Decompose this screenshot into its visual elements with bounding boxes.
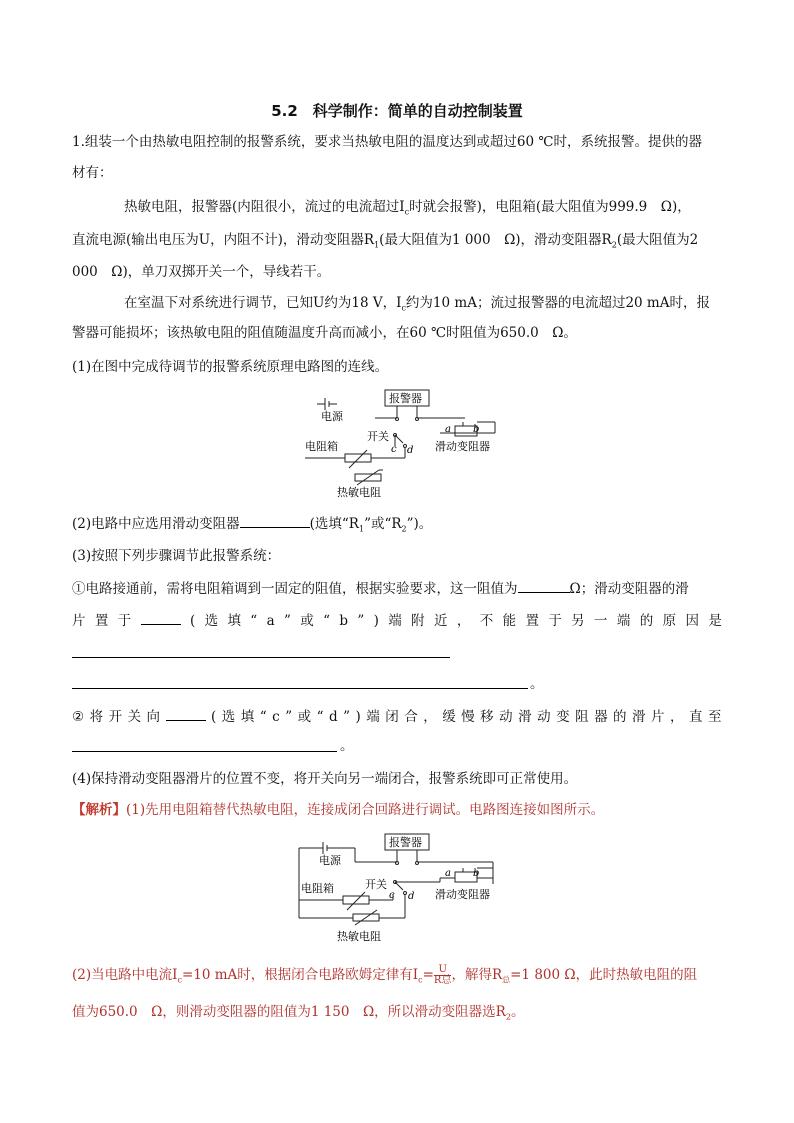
analysis-line-1: 【解析】(1)先用电阻箱替代热敏电阻，连接成闭合回路进行调试。电路图连接如图所示。	[72, 802, 605, 818]
answer-blank-until[interactable]	[72, 750, 337, 752]
step-1-line-2: 片 置 于 ( 选 填 “ a ” 或 “ b ” ) 端 附 近 ， 不 能 置 于 另 一 端 的 原 因 是	[72, 610, 722, 631]
materials-line-2: 直流电源(输出电压为U，内阻不计)，滑动变阻器$R_1$(最大阻值为1 000 Ω)，滑动变阻器$R_2$(最大阻值为2	[72, 232, 699, 250]
label-a: a	[445, 424, 451, 435]
circuit-diagram-answer	[295, 832, 515, 947]
label-power: 电源	[321, 410, 343, 423]
step-2-period: 。	[340, 738, 354, 754]
label-thermistor: 热敏电阻	[337, 930, 381, 943]
label-resistance-box: 电阻箱	[305, 440, 338, 453]
answer-blank-rheostat[interactable]	[240, 513, 310, 528]
label-switch: 开关	[367, 430, 389, 443]
label-thermistor: 热敏电阻	[337, 486, 381, 498]
part-1: (1)在图中完成待调节的报警系统原理电路图的连线。	[72, 359, 389, 375]
materials-line-3: 000 Ω)，单刀双掷开关一个，导线若干。	[72, 264, 331, 280]
label-b: b	[473, 424, 480, 435]
answer-blank-reason-1[interactable]	[72, 656, 450, 658]
label-a: a	[445, 868, 451, 879]
label-b: b	[473, 868, 480, 879]
answer-blank-reason-2[interactable]	[72, 687, 528, 689]
label-resistance-box: 电阻箱	[301, 882, 334, 895]
conditions-line-1: 在室温下对系统进行调节，已知U约为18 V，$I_c$约为10 mA；流过报警器的电流超过20 mA时，报	[124, 295, 710, 313]
conditions-line-2: 警器可能损坏；该热敏电阻的阻值随温度升高而减小，在60 ℃时阻值为650.0 Ω。	[72, 325, 577, 341]
label-c: c	[391, 444, 397, 455]
label-rheostat: 滑动变阻器	[435, 888, 490, 901]
part-4: (4)保持滑动变阻器滑片的位置不变，将开关向另一端闭合，报警系统即可正常使用。	[72, 771, 578, 787]
label-rheostat: 滑动变阻器	[435, 440, 490, 453]
part-2: (2)电路中应选用滑动变阻器 (选填“$R_1$”或“$R_2$”)。	[72, 513, 722, 540]
page-title: 5.2 科学制作：简单的自动控制装置	[271, 102, 523, 120]
label-c: c	[389, 890, 395, 901]
label-d: d	[407, 445, 414, 456]
step-1-line-1: ①电路接通前，需将电阻箱调到一固定的阻值，根据实验要求，这一阻值为 Ω；滑动变阻器的滑	[72, 578, 722, 599]
label-power: 电源	[319, 854, 341, 867]
answer-blank-slider-end[interactable]	[141, 610, 181, 625]
ohm-law-fraction: $\frac{U}{\text{R总}}$	[433, 964, 452, 986]
circuit-diagram-question	[295, 388, 515, 498]
answer-blank-switch-end[interactable]	[166, 706, 206, 721]
label-alarm: 报警器	[389, 392, 422, 405]
label-switch: 开关	[365, 878, 387, 891]
question-1-stem-cont: 材有：	[72, 165, 113, 181]
analysis-line-2: (2)当电路中电流$I_c=10$ mA时，根据闭合电路欧姆定律有$I_c=$ $\frac{U}{\text{R总}}$ ，解得$R_总=1$ 800 Ω，此时热敏电阻的阻	[72, 964, 698, 986]
part-3: (3)按照下列步骤调节此报警系统：	[72, 548, 281, 564]
analysis-line-3: 值为650.0 Ω，则滑动变阻器的阻值为1 150 Ω，所以滑动变阻器选$R_2$。	[72, 1004, 525, 1022]
label-alarm: 报警器	[389, 836, 422, 849]
answer-blank-resistance-value[interactable]	[518, 578, 570, 593]
question-1-stem: 1.组装一个由热敏电阻控制的报警系统，要求当热敏电阻的温度达到或超过60 ℃时，系统报警。提供的器	[72, 134, 702, 150]
analysis-tag: 【解析】	[72, 802, 126, 818]
materials-line-1: 热敏电阻，报警器(内阻很小，流过的电流超过$I_c$时就会报警)，电阻箱(最大阻值为999.9 Ω)，	[124, 199, 691, 217]
reason-period: 。	[530, 676, 544, 692]
label-d: d	[408, 891, 415, 902]
step-2-line-1: ② 将 开 关 向 ( 选 填 “ c ” 或 “ d ” ) 端 闭 合 ， 缓 慢 移 动 滑 动 变 阻 器 的 滑 片 ， 直 至	[72, 706, 722, 727]
